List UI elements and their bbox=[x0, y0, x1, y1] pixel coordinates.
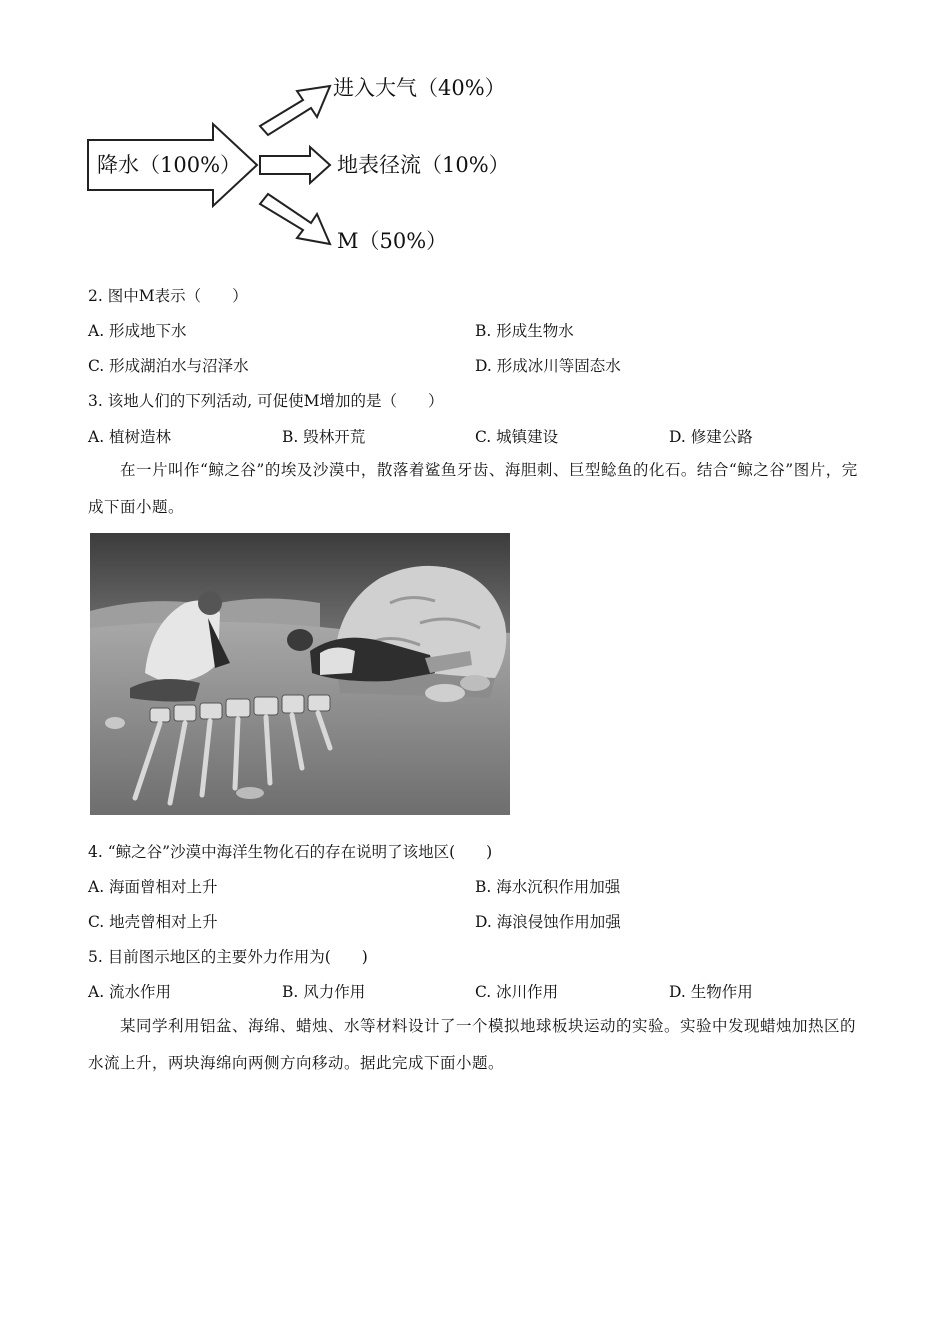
output-atmosphere-label: 进入大气（40%） bbox=[333, 76, 506, 100]
output-m-label: M（50%） bbox=[337, 229, 448, 253]
passage-whale-valley: 在一片叫作“鲸之谷”的埃及沙漠中，散落着鲨鱼牙齿、海胆刺、巨型鲶鱼的化石。结合“鲸之谷”图片，完成下面小题。 bbox=[88, 461, 858, 516]
q4-option-b: B. 海水沉积作用加强 bbox=[475, 878, 621, 896]
q2-option-c: C. 形成湖泊水与沼泽水 bbox=[88, 357, 249, 375]
q5-stem: 5. 目前图示地区的主要外力作用为( ) bbox=[88, 948, 368, 966]
q5-option-b: B. 风力作用 bbox=[282, 983, 366, 1001]
q4-stem: 4. “鲸之谷”沙漠中海洋生物化石的存在说明了该地区( ) bbox=[88, 843, 493, 861]
arrow-m bbox=[260, 194, 330, 244]
q3-option-b: B. 毁林开荒 bbox=[282, 428, 366, 446]
q3-option-d: D. 修建公路 bbox=[669, 428, 753, 446]
q2-stem: 2. 图中M表示（ ） bbox=[88, 287, 248, 305]
q5-option-a: A. 流水作用 bbox=[88, 983, 172, 1001]
arrow-runoff bbox=[260, 147, 330, 183]
q4-option-a: A. 海面曾相对上升 bbox=[88, 878, 218, 896]
q3-stem: 3. 该地人们的下列活动, 可促使M增加的是（ ） bbox=[88, 392, 444, 410]
source-label: 降水（100%） bbox=[97, 153, 242, 177]
q4-option-d: D. 海浪侵蚀作用加强 bbox=[475, 913, 621, 931]
q3-option-c: C. 城镇建设 bbox=[475, 428, 559, 446]
q4-option-c: C. 地壳曾相对上升 bbox=[88, 913, 218, 931]
q3-option-a: A. 植树造林 bbox=[88, 428, 172, 446]
whale-valley-photo bbox=[90, 533, 510, 815]
q2-option-b: B. 形成生物水 bbox=[475, 322, 574, 340]
output-runoff-label: 地表径流（10%） bbox=[337, 153, 510, 177]
q5-option-c: C. 冰川作用 bbox=[475, 983, 559, 1001]
passage-plate-experiment: 某同学利用铝盆、海绵、蜡烛、水等材料设计了一个模拟地球板块运动的实验。实验中发现蜡烛加热区的水流上升，两块海绵向两侧方向移动。据此完成下面小题。 bbox=[88, 1017, 857, 1072]
q2-option-d: D. 形成冰川等固态水 bbox=[475, 357, 621, 375]
arrow-atmosphere bbox=[260, 86, 330, 135]
q2-option-a: A. 形成地下水 bbox=[88, 322, 187, 340]
q5-option-d: D. 生物作用 bbox=[669, 983, 753, 1001]
water-flow-diagram bbox=[85, 68, 545, 258]
